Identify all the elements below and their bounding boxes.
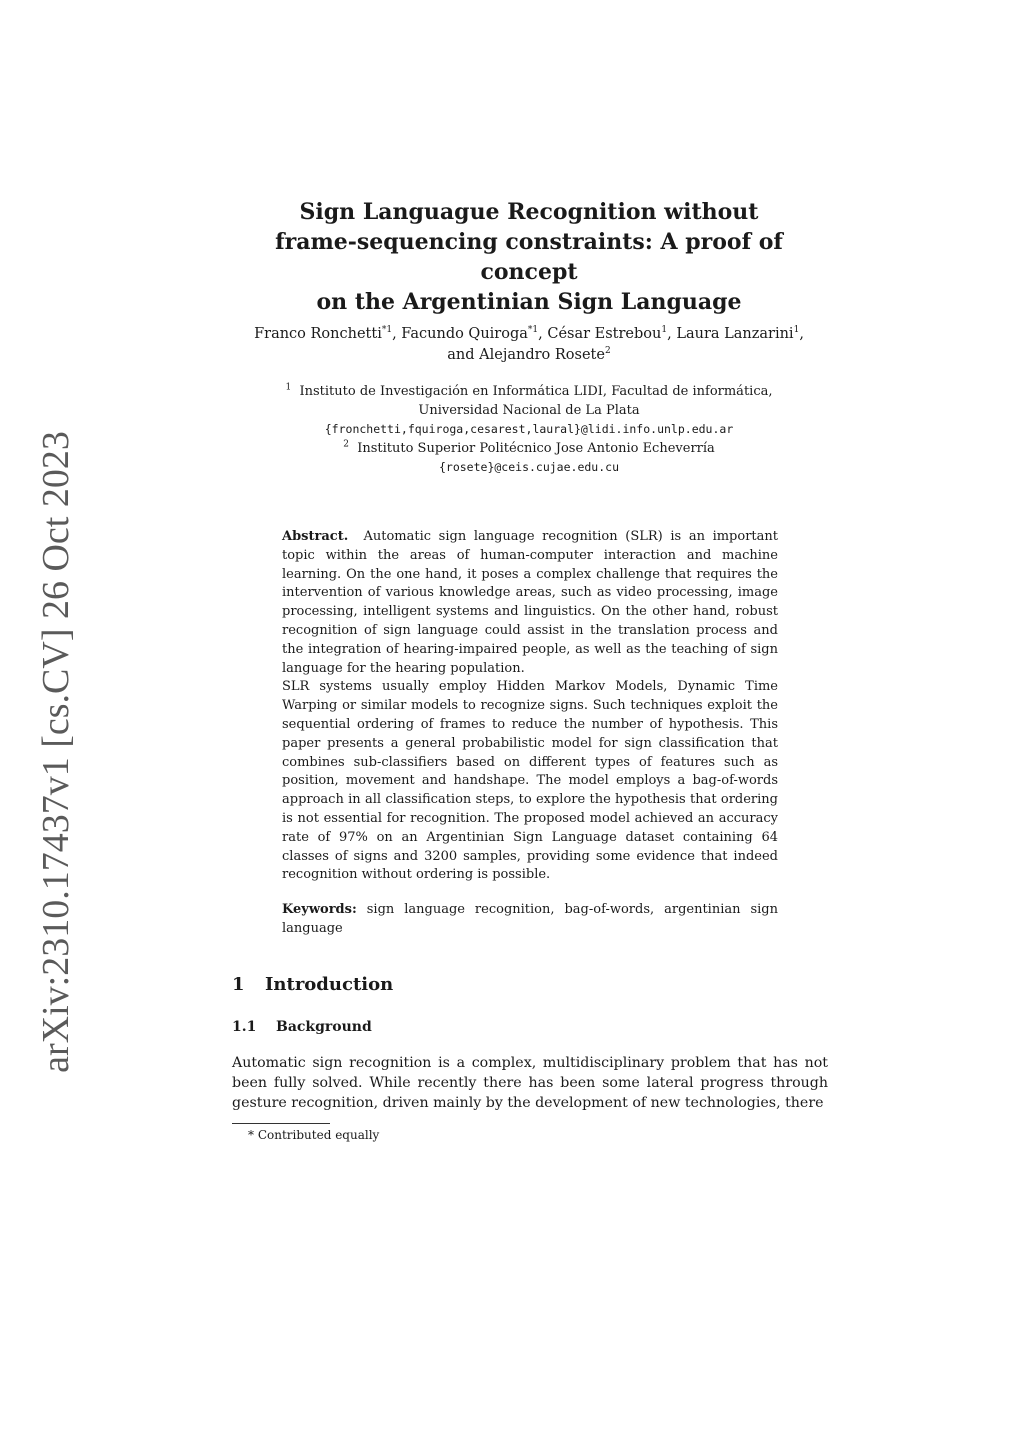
author-separator: , [799,326,804,342]
paper-title [230,197,828,317]
author-name: César Estrebou [547,326,662,342]
title-line: on the Argentinian Sign Language [316,289,742,315]
keywords-label: Keywords: [282,902,357,918]
footnote-mark: * [248,1128,254,1142]
affiliation-number: 1 [285,382,292,393]
section-title: Introduction [265,974,394,995]
author-separator: , [667,326,677,342]
author-marks: 1 [661,325,668,336]
arxiv-id-text: arXiv:2310.17437v1 [cs.CV] 26 Oct 2023 [35,431,78,1073]
affiliation-1-university: Universidad Nacional de La Plata [418,403,640,418]
affiliation-1-institute [230,382,828,401]
footnote-divider [232,1123,330,1124]
subsection-number: 1.1 [232,1019,257,1035]
section-number: 1 [232,974,245,995]
title-line: frame-sequencing constraints: A proof of concept [275,229,783,285]
subsection-title: Background [276,1019,372,1035]
title-line: Sign Languague Recognition without [299,199,759,225]
author-marks: *1 [381,325,393,336]
affiliation-number: 2 [343,439,349,450]
author-separator: , [538,326,548,342]
keywords-text: sign language recognition, bag-of-words, argentinian sign language [282,902,778,936]
affiliation-2-institute [230,439,828,458]
author-list [230,324,828,366]
footnote [248,1128,379,1142]
author-name: Laura Lanzarini [676,326,794,342]
affiliation-institute: Instituto Superior Politécnico Jose Antonio Echeverría [357,441,715,456]
author-marks: *1 [527,325,539,336]
affiliation-institute: Instituto de Investigación en Informática LIDI, Facultad de informática, [299,384,773,399]
abstract-label: Abstract. [282,529,349,544]
abstract-paragraph-1 [282,528,778,678]
keywords [282,901,778,939]
abstract-text-1: Automatic sign language recognition (SLR) is an important topic within the areas of human-computer interaction and machine learning. On the one hand, it poses a complex challenge that requires the intervention of various knowledge areas, such as video processing, image processing, intelligent systems and linguistics. On the other hand, robust recognition of sign language could assist in the translation process and the integration of hearing-impaired people, as well as the teaching of sign language for the hearing population. [282,529,778,676]
abstract-paragraph-2: SLR systems usually employ Hidden Markov Models, Dynamic Time Warping or similar models to recognize signs. Such techniques exploit the sequential ordering of frames to reduce the number of hypothesis. This paper presents a general probabilistic model for sign classification that combines sub-classifiers based on different types of features such as position, movement and handshape. The model employs a bag-of-words approach in all classification steps, to explore the hypothesis that ordering is not essential for recognition. The proposed model achieved an accuracy rate of 97% on an Argentinian Sign Language dataset containing 64 classes of signs and 3200 samples, providing some evidence that indeed recognition without ordering is possible. [282,679,778,883]
abstract [282,528,778,939]
author-marks: 1 [793,325,800,336]
affiliation-2-email: {rosete}@ceis.cujae.edu.cu [438,460,619,474]
introduction-paragraph: Automatic sign recognition is a complex, multidisciplinary problem that has not been fully solved. While recently there has been some lateral progress through gesture recognition, driven mainly by the development of new technologies, there [232,1055,828,1111]
author-marks: 2 [604,346,611,357]
author-line [230,324,828,345]
affiliation-1-email: {fronchetti,fquiroga,cesarest,laural}@lidi.info.unlp.edu.ar [324,422,734,436]
author-line [230,345,828,366]
affiliations [230,382,828,477]
author-name: Franco Ronchetti [254,326,382,342]
footnote-text: Contributed equally [257,1128,380,1142]
author-name: and Alejandro Rosete [447,347,605,363]
author-separator: , [392,326,402,342]
author-name: Facundo Quiroga [401,326,528,342]
subsection-heading-background [232,1019,372,1035]
section-heading-introduction [232,974,393,995]
arxiv-identifier [22,431,90,1073]
